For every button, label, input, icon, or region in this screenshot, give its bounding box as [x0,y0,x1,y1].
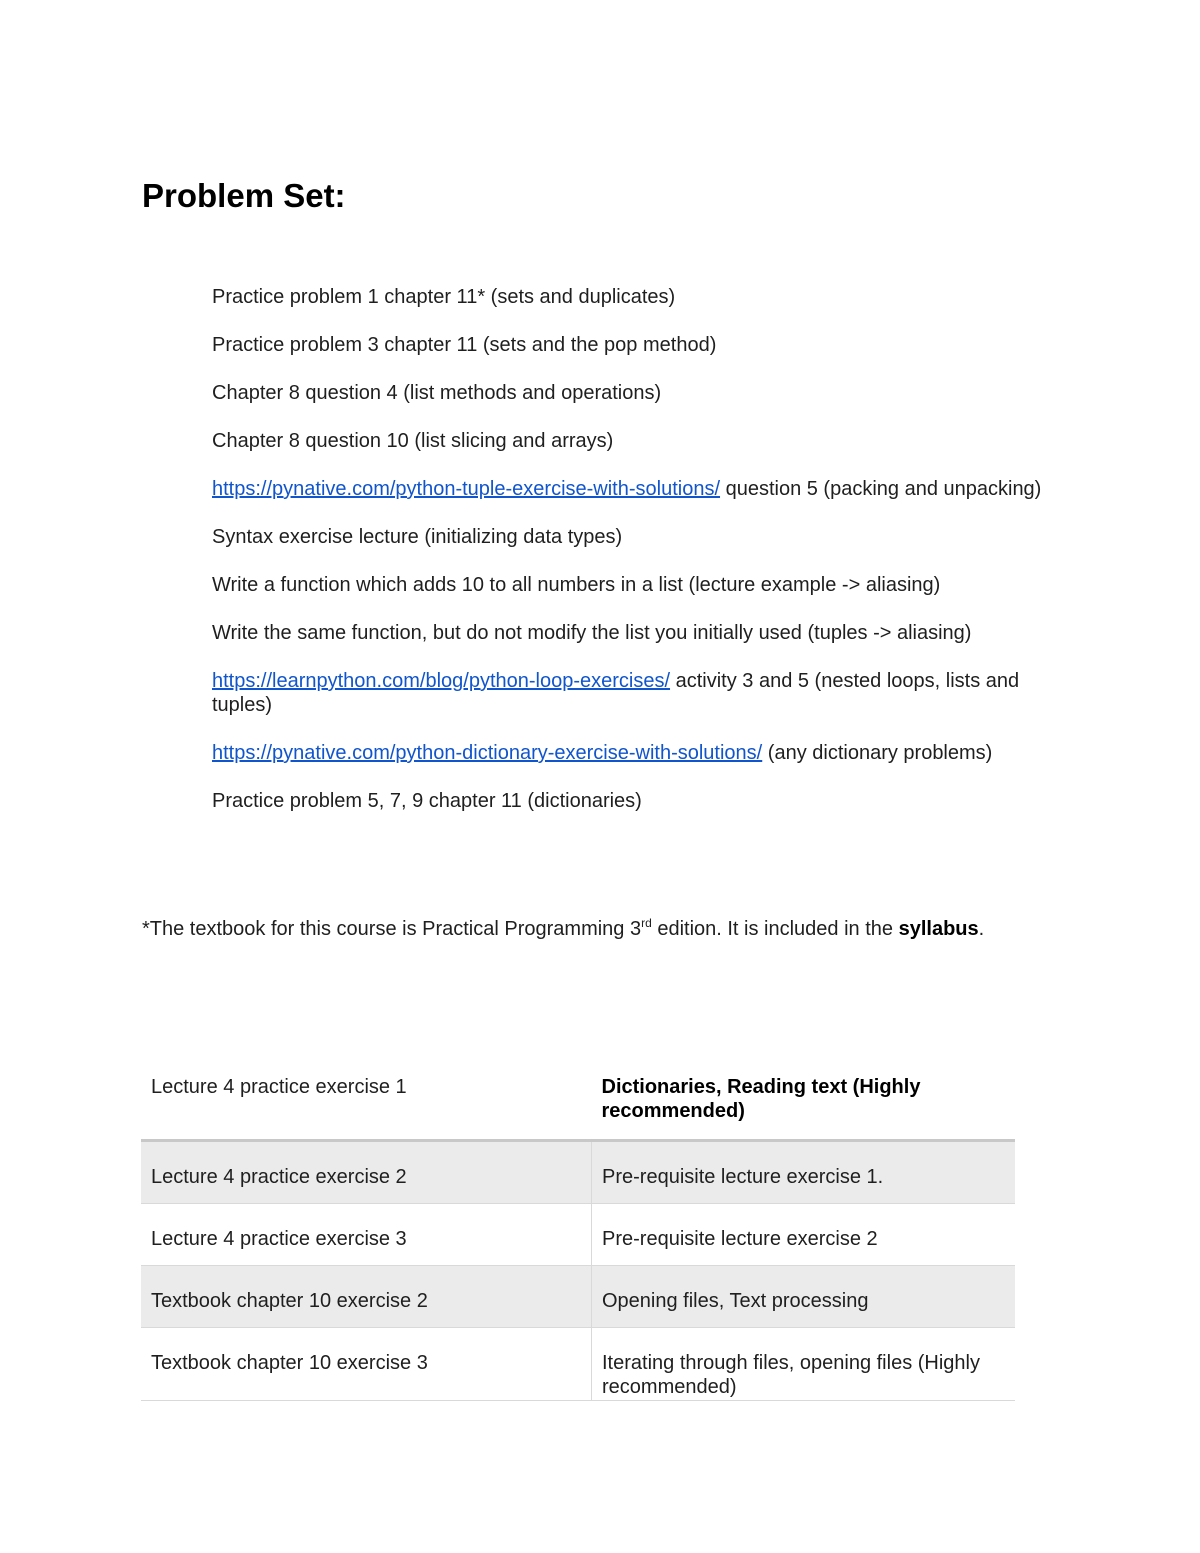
problem-text: Chapter 8 question 10 (list slicing and arrays) [212,430,614,452]
cell-text: Textbook chapter 10 exercise 3 [151,1352,428,1374]
problem-item [212,741,1072,765]
table-cell [592,1204,1016,1266]
table-cell [141,1328,592,1401]
problem-item [212,477,1072,501]
table-row [141,1328,1015,1401]
cell-text: Lecture 4 practice exercise 2 [151,1166,407,1188]
table-cell: Lecture 4 practice exercise 1 [141,1060,592,1141]
table-row [141,1141,1015,1204]
problem-text: Practice problem 3 chapter 11 (sets and the pop method) [212,334,717,356]
cell-text: Pre-requisite lecture exercise 1. [602,1166,884,1188]
table-cell [141,1204,592,1266]
problem-text: Syntax exercise lecture (initializing data types) [212,526,623,548]
cell-text: Lecture 4 practice exercise 3 [151,1228,407,1250]
table-cell [592,1266,1016,1328]
cell-text: Iterating through files, opening files (Highly recommended) [602,1352,980,1398]
table-row [141,1266,1015,1328]
table-cell [592,1141,1016,1204]
problem-item [212,285,1072,309]
problem-text: Chapter 8 question 4 (list methods and operations) [212,382,662,404]
syllabus-emphasis: syllabus [898,918,979,940]
cell-text: Opening files, Text processing [602,1290,869,1312]
footnote-text: . [978,918,985,940]
cell-text: Textbook chapter 10 exercise 2 [151,1290,428,1312]
footnote-text: *The textbook for this course is Practical Programming 3 [142,918,642,940]
problem-item [212,669,1072,717]
table-cell [592,1328,1016,1401]
problem-item [212,333,1072,357]
pynative-dictionary-exercise-link[interactable]: https://pynative.com/python-dictionary-exercise-with-solutions/ [212,742,763,764]
table-row [141,1204,1015,1266]
table-cell: Dictionaries, Reading text (Highly recommended) [592,1060,1016,1141]
table-header-row [141,1060,1015,1141]
problem-text: (any dictionary problems) [762,742,993,764]
problem-item [212,573,1072,597]
problem-text: Practice problem 1 chapter 11* (sets and duplicates) [212,286,676,308]
problem-item [212,525,1072,549]
problem-item [212,381,1072,405]
problem-item [212,429,1072,453]
problem-text: question 5 (packing and unpacking) [720,478,1042,500]
problem-item [212,621,1072,645]
problem-text: Write the same function, but do not modify the list you initially used (tuples -> aliasing) [212,622,972,644]
pynative-tuple-exercise-link[interactable]: https://pynative.com/python-tuple-exercise-with-solutions/ [212,478,721,500]
learnpython-loop-exercises-link[interactable]: https://learnpython.com/blog/python-loop-exercises/ [212,670,671,692]
textbook-footnote [142,916,984,942]
footnote-text: edition. It is included in the [651,918,899,940]
problem-item [212,789,1072,813]
problem-text: Practice problem 5, 7, 9 chapter 11 (dictionaries) [212,790,642,812]
footnote-superscript: rd [641,916,652,930]
table-cell [141,1141,592,1204]
page-title: Problem Set: [142,177,346,214]
problem-list [212,285,1072,837]
table-cell [141,1266,592,1328]
problem-text: activity 3 and 5 (nested loops, lists and tuples) [212,670,1020,716]
cell-text: Pre-requisite lecture exercise 2 [602,1228,878,1250]
problem-text: Write a function which adds 10 to all numbers in a list (lecture example -> aliasing) [212,574,941,596]
exercise-table [141,1060,1015,1401]
